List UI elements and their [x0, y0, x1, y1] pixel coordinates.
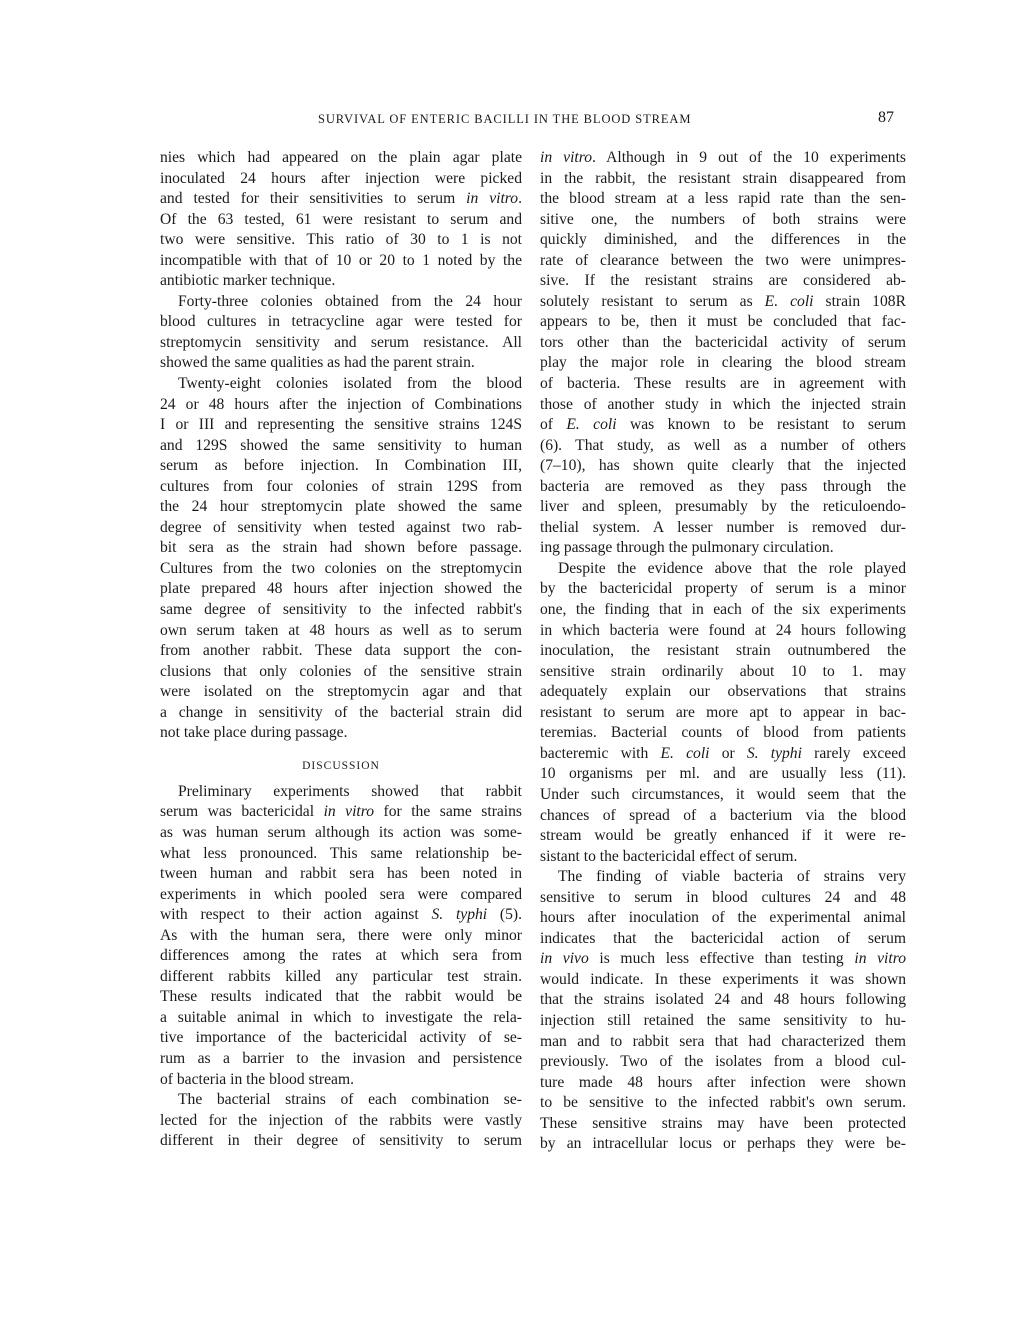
text-line: sensitive to serum in blood cultures 24 and 48 [540, 888, 906, 906]
text-segment: . Although in 9 out of the 10 experiments [592, 149, 906, 166]
text-line: that the strains isolated 24 and 48 hours following [540, 991, 906, 1009]
text-line: blood cultures in tetracycline agar were tested for [160, 313, 522, 331]
text-line: 24 or 48 hours after the injection of Combinations [160, 395, 522, 413]
running-head: SURVIVAL OF ENTERIC BACILLI IN THE BLOOD STREAM [318, 112, 692, 126]
text-line: sitive one, the numbers of both strains were [540, 210, 906, 228]
text-line: from another rabbit. These data support the con- [160, 642, 522, 660]
text-line: appears to be, then it must be concluded that fac- [540, 313, 906, 331]
text-line: ing passage through the pulmonary circulation. [540, 539, 834, 557]
text-line: Twenty-eight colonies isolated from the blood [178, 375, 522, 393]
text-line: experiments in which pooled sera were compared [160, 885, 522, 903]
text-line: differences among the rates at which sera from [160, 947, 522, 965]
text-line: injection still retained the same sensitivity to hu- [540, 1011, 906, 1029]
text-line: the 24 hour streptomycin plate showed the same [160, 498, 522, 516]
text-line [540, 949, 906, 970]
text-line: incompatible with that of 10 or 20 to 1 noted by the [160, 251, 522, 269]
text-line: teremias. Bacterial counts of blood from patients [540, 724, 906, 742]
text-segment: serum was bactericidal [160, 803, 324, 821]
text-segment: was known to be resistant to serum [616, 416, 906, 434]
text-line: different rabbits killed any particular test strain. [160, 967, 522, 985]
text-line: bit sera as the strain had shown before passage. [160, 539, 522, 557]
text-line: Cultures from the two colonies on the streptomycin [160, 559, 522, 577]
text-line: were isolated on the streptomycin agar and that [160, 683, 522, 701]
paragraph [160, 1090, 522, 1152]
text-line [540, 292, 906, 313]
text-line [540, 744, 906, 765]
text-line: liver and spleen, presumably by the reticuloendo- [540, 498, 906, 516]
text-line: what less pronounced. This same relationship be- [160, 844, 522, 862]
paragraph [540, 559, 906, 867]
text-line: in the rabbit, the resistant strain disappeared from [540, 169, 906, 187]
paragraph [160, 292, 522, 374]
paragraph [160, 782, 522, 1090]
text-line: by an intracellular locus or perhaps they were be- [540, 1135, 906, 1153]
italic-term: in vitro [854, 950, 907, 968]
text-line: not take place during passage. [160, 724, 348, 742]
right-column [540, 148, 906, 1155]
text-segment: with respect to their action against [160, 906, 432, 924]
text-line: of bacteria. These results are in agreement with [540, 375, 906, 393]
text-line: play the major role in clearing the blood stream [540, 354, 906, 372]
text-line: and 129S showed the same sensitivity to human [160, 436, 522, 454]
text-line: sistant to the bactericidal effect of serum. [540, 847, 798, 865]
text-line: These sensitive strains may have been protected [540, 1114, 906, 1132]
page-number: 87 [878, 109, 894, 126]
text-line: as was human serum although its action was some- [160, 823, 522, 841]
italic-term: E. coli [566, 416, 617, 434]
text-line: Despite the evidence above that the role played [558, 559, 906, 577]
text-line: degree of sensitivity when tested against two rab- [160, 518, 522, 536]
paragraph [540, 148, 906, 559]
text-line [160, 905, 522, 926]
text-line: As with the human sera, there were only minor [160, 926, 522, 944]
italic-term: E. coli [764, 292, 814, 310]
text-line: tive importance of the bactericidal activity of se- [160, 1029, 522, 1047]
text-segment: and tested for their sensitivities to serum [160, 190, 467, 208]
italic-term: in vivo [540, 950, 589, 968]
text-segment: for the same strains [374, 803, 523, 821]
text-line: bacteria are removed as they pass through the [540, 477, 906, 495]
left-column [160, 148, 522, 1152]
text-line: plate prepared 48 hours after injection showed the [160, 580, 522, 598]
text-segment: strain 108R [813, 292, 906, 310]
text-line [540, 415, 906, 436]
text-line: I or III and representing the sensitive strains 124S [160, 416, 522, 434]
text-segment: or [709, 744, 747, 762]
text-line: (6). That study, as well as a number of others [540, 436, 906, 454]
text-line: same degree of sensitivity to the infected rabbit's [160, 601, 522, 619]
text-line: indicates that the bactericidal action of serum [540, 929, 906, 947]
italic-term: in vitro [323, 803, 375, 821]
text-line: serum as before injection. In Combination III, [160, 457, 522, 475]
text-line: thelial system. A lesser number is removed dur- [540, 518, 906, 536]
text-line: Of the 63 tested, 61 were resistant to serum and [160, 210, 522, 228]
text-line: The bacterial strains of each combination se- [178, 1091, 522, 1109]
text-line: These results indicated that the rabbit would be [160, 988, 522, 1006]
text-line: man and to rabbit sera that had characterized them [540, 1032, 906, 1050]
text-line: different in their degree of sensitivity to serum [160, 1132, 522, 1150]
text-line: to be sensitive to the infected rabbit's own serum. [540, 1094, 906, 1112]
text-line: a change in sensitivity of the bacterial strain did [160, 703, 522, 721]
text-segment: bacteremic with [540, 744, 661, 762]
section-heading: DISCUSSION [302, 759, 380, 772]
text-segment: . [518, 190, 522, 208]
text-line: the blood stream at a less rapid rate than the sen- [540, 190, 906, 208]
text-line: tors other than the bactericidal activity of serum [540, 333, 906, 351]
text-line: own serum taken at 48 hours as well as to serum [160, 621, 522, 639]
text-line: quickly diminished, and the differences in the [540, 231, 906, 249]
text-line [540, 148, 906, 169]
text-line: inoculation, the resistant strain outnumbered the [540, 642, 906, 660]
text-line: showed the same qualities as had the parent strain. [160, 354, 475, 372]
italic-term: E. coli [660, 744, 710, 762]
text-line: resistant to serum are more apt to appear in bac- [540, 703, 906, 721]
text-line: previously. Two of the isolates from a blood cul- [540, 1053, 906, 1071]
italic-term: in vitro [466, 190, 519, 208]
paragraph [160, 148, 522, 292]
italic-term: S. typhi [746, 744, 802, 762]
paragraph [540, 867, 906, 1155]
text-line: would indicate. In these experiments it was shown [540, 970, 906, 988]
text-line [160, 802, 522, 823]
text-line: Preliminary experiments showed that rabbit [178, 782, 522, 800]
text-line: (7–10), has shown quite clearly that the injected [540, 457, 906, 475]
text-line: of bacteria in the blood stream. [160, 1070, 354, 1088]
text-line: those of another study in which the injected strain [540, 395, 906, 413]
text-line: chances of spread of a bacterium via the blood [540, 806, 906, 824]
text-line: cultures from four colonies of strain 129S from [160, 477, 522, 495]
text-line: rate of clearance between the two were unimpres- [540, 251, 906, 269]
text-line: rum as a barrier to the invasion and persistence [160, 1049, 522, 1067]
text-line: sensitive strain ordinarily about 10 to 1. may [540, 662, 906, 680]
italic-term: S. typhi [431, 906, 488, 924]
text-segment: solutely resistant to serum as [540, 292, 765, 310]
text-line: The finding of viable bacteria of strains very [558, 868, 906, 886]
text-line: nies which had appeared on the plain agar plate [160, 149, 522, 166]
text-line: stream would be greatly enhanced if it were re- [540, 827, 906, 845]
text-line: Under such circumstances, it would seem that the [540, 785, 906, 803]
text-line: inoculated 24 hours after injection were picked [160, 169, 522, 187]
text-line: a suitable animal in which to investigate the rela- [160, 1008, 522, 1026]
text-line: adequately explain our observations that strains [540, 683, 906, 701]
text-line: ture made 48 hours after infection were shown [540, 1073, 906, 1091]
text-line: Forty-three colonies obtained from the 24 hour [178, 292, 522, 310]
text-line: in which bacteria were found at 24 hours following [540, 621, 906, 639]
text-line: two were sensitive. This ratio of 30 to 1 is not [160, 231, 522, 249]
text-line: clusions that only colonies of the sensitive strain [160, 662, 522, 680]
italic-term: in vitro [540, 149, 593, 166]
paragraph [160, 374, 522, 744]
text-line: sive. If the resistant strains are considered ab- [540, 272, 906, 290]
text-line: tween human and rabbit sera has been noted in [160, 865, 522, 883]
text-line: one, the finding that in each of the six experiments [540, 601, 906, 619]
text-segment: is much less effective than testing [588, 950, 855, 968]
text-segment: (5). [487, 906, 522, 924]
text-line: by the bactericidal property of serum is a minor [540, 580, 906, 598]
text-line: streptomycin sensitivity and serum resistance. All [160, 333, 522, 351]
text-segment: rarely exceed [801, 744, 906, 762]
text-line: 10 organisms per ml. and are usually less (11). [540, 765, 906, 783]
text-line: antibiotic marker technique. [160, 272, 336, 290]
text-line: hours after inoculation of the experimental animal [540, 909, 906, 927]
text-line: lected for the injection of the rabbits were vastly [160, 1111, 522, 1129]
text-segment: of [540, 416, 567, 434]
text-line [160, 189, 522, 210]
